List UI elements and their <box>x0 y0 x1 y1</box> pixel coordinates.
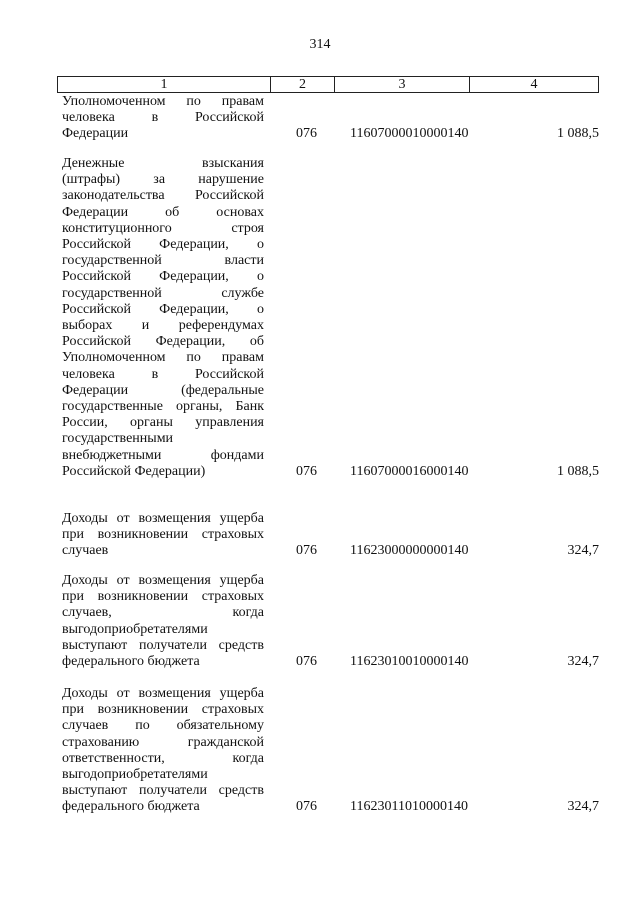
description-line: Доходы от возмещения ущерба <box>62 573 264 588</box>
description-line: Российской Федерации, о <box>62 269 264 285</box>
column-header-2: 2 <box>271 77 335 92</box>
description-line: человека в Российской <box>62 366 264 382</box>
description-line: конституционного строя <box>62 220 264 236</box>
description-line: Федерации об основах <box>62 204 264 220</box>
admin-code: 076 <box>296 654 317 669</box>
description-line: федерального бюджета <box>62 799 200 815</box>
description-line: случаев <box>62 543 109 559</box>
description-line: случаев по обязательному <box>62 718 264 734</box>
amount-value: 1 088,5 <box>557 463 599 479</box>
description-line: государственные органы, Банк <box>62 399 264 415</box>
description-line: человека в Российской <box>62 110 264 126</box>
table-header <box>57 76 599 93</box>
admin-code: 076 <box>296 799 317 815</box>
column-header-1: 1 <box>58 77 271 92</box>
row-description <box>62 573 264 670</box>
kbk-code: 11607000016000140 <box>350 463 469 479</box>
description-line: выгодоприобретателями <box>62 621 208 637</box>
description-line: выгодоприобретателями <box>62 767 208 783</box>
row-description <box>62 156 264 480</box>
amount-value: 324,7 <box>567 654 599 669</box>
description-line: Российской Федерации, о <box>62 301 264 317</box>
description-line: Российской Федерации) <box>62 463 206 479</box>
description-line: Уполномоченном по правам <box>62 94 264 109</box>
description-line: выступают получатели средств <box>62 783 264 799</box>
amount-value: 324,7 <box>567 799 599 815</box>
description-line: выступают получатели средств <box>62 637 264 653</box>
description-line: федерального бюджета <box>62 654 200 670</box>
description-line: Федерации (федеральные <box>62 382 264 398</box>
kbk-code: 11623011010000140 <box>350 799 468 815</box>
admin-code: 076 <box>296 126 317 142</box>
description-line: Федерации <box>62 126 129 142</box>
description-line: государственной службе <box>62 285 264 301</box>
description-line: законодательства Российской <box>62 188 264 204</box>
column-header-4: 4 <box>530 77 538 92</box>
description-line: Российской Федерации, об <box>62 334 264 350</box>
description-line: при возникновении страховых <box>62 589 264 605</box>
description-line: случаев, когда <box>62 605 264 621</box>
description-line: при возникновении страховых <box>62 527 264 543</box>
description-line: Уполномоченном по правам <box>62 350 264 366</box>
description-line: (штрафы) за нарушение <box>62 172 264 188</box>
kbk-code: 11623000000000140 <box>350 543 469 559</box>
description-line: государственными <box>62 431 174 447</box>
column-header-3: 3 <box>335 77 470 92</box>
kbk-code: 11623010010000140 <box>350 654 469 669</box>
row-description <box>62 511 264 560</box>
kbk-code: 11607000010000140 <box>350 126 469 142</box>
admin-code: 076 <box>296 543 317 559</box>
row-description <box>62 686 264 816</box>
amount-value: 324,7 <box>567 543 599 559</box>
amount-value: 1 088,5 <box>557 126 599 142</box>
description-line: ответственности, когда <box>62 750 264 766</box>
admin-code: 076 <box>296 463 317 479</box>
description-line: Доходы от возмещения ущерба <box>62 511 264 526</box>
page-number: 314 <box>309 37 331 52</box>
description-line: Денежные взыскания <box>62 156 264 171</box>
description-line: страхованию гражданской <box>62 734 264 750</box>
row-description <box>62 94 264 143</box>
description-line: внебюджетными фондами <box>62 447 264 463</box>
description-line: Российской Федерации, о <box>62 237 264 253</box>
description-line: при возникновении страховых <box>62 702 264 718</box>
description-line: выборах и референдумах <box>62 318 264 334</box>
description-line: Доходы от возмещения ущерба <box>62 686 264 701</box>
description-line: государственной власти <box>62 253 264 269</box>
description-line: России, органы управления <box>62 415 264 431</box>
